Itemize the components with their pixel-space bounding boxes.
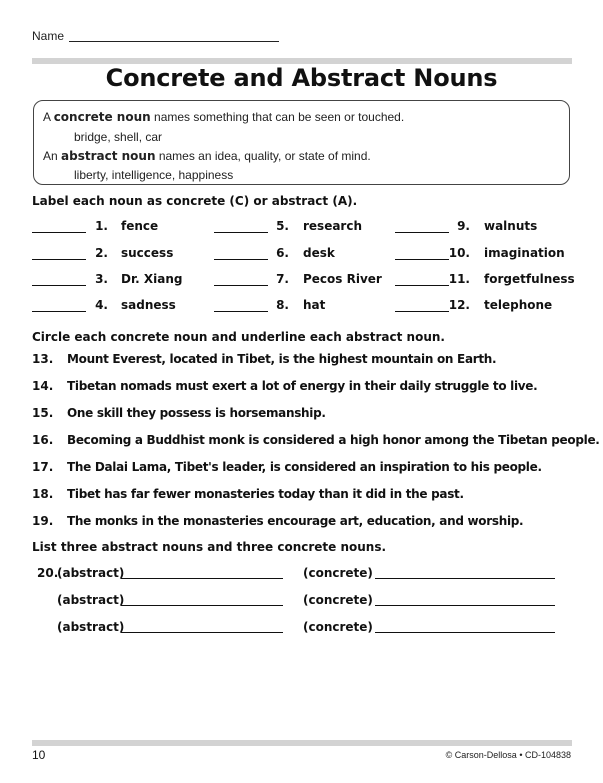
item-number: 11. bbox=[448, 272, 470, 286]
answer-blank[interactable] bbox=[395, 232, 449, 233]
answer-blank[interactable] bbox=[214, 259, 268, 260]
noun-word: imagination bbox=[484, 246, 565, 260]
answer-blank[interactable] bbox=[395, 285, 449, 286]
answer-blank[interactable] bbox=[32, 259, 86, 260]
concrete-answer-line[interactable] bbox=[375, 578, 555, 579]
noun-word: fence bbox=[121, 219, 159, 233]
item-number: 10. bbox=[448, 246, 470, 260]
sentence-text: Tibet has far fewer monasteries today than it did in the past. bbox=[67, 487, 464, 501]
answer-blank[interactable] bbox=[32, 232, 86, 233]
noun-word: Dr. Xiang bbox=[121, 272, 183, 286]
sentence-number: 15. bbox=[32, 406, 54, 420]
sentence-text: Becoming a Buddhist monk is considered a high honor among the Tibetan people. bbox=[67, 433, 600, 447]
part3-instruction: List three abstract nouns and three concrete nouns. bbox=[32, 540, 387, 554]
sentence-text: Tibetan nomads must exert a lot of energy in their daily struggle to live. bbox=[67, 379, 538, 393]
item-number: 1. bbox=[95, 219, 108, 233]
sentence-number: 18. bbox=[32, 487, 54, 501]
item-20-number: 20. bbox=[37, 566, 59, 580]
item-number: 6. bbox=[276, 246, 289, 260]
abstract-term: abstract noun bbox=[61, 149, 156, 163]
noun-word: hat bbox=[303, 298, 326, 312]
noun-word: desk bbox=[303, 246, 335, 260]
noun-word: telephone bbox=[484, 298, 553, 312]
noun-word: success bbox=[121, 246, 174, 260]
concrete-term: concrete noun bbox=[53, 110, 151, 124]
answer-blank[interactable] bbox=[32, 311, 86, 312]
definition-box bbox=[33, 100, 570, 185]
abstract-answer-line[interactable] bbox=[121, 632, 283, 633]
part2-instruction: Circle each concrete noun and underline each abstract noun. bbox=[32, 330, 445, 344]
abstract-answer-line[interactable] bbox=[121, 605, 283, 606]
item-number: 9. bbox=[457, 219, 470, 233]
answer-blank[interactable] bbox=[214, 311, 268, 312]
noun-word: research bbox=[303, 219, 363, 233]
sentence-number: 13. bbox=[32, 352, 54, 366]
abstract-definition: An abstract noun names an idea, quality, or state of mind. bbox=[43, 149, 371, 163]
concrete-examples: bridge, shell, car bbox=[74, 130, 163, 144]
abstract-label: (abstract) bbox=[57, 593, 125, 607]
abstract-examples: liberty, intelligence, happiness bbox=[74, 168, 234, 182]
page-number: 10 bbox=[32, 748, 46, 762]
noun-word: sadness bbox=[121, 298, 176, 312]
sentence-number: 16. bbox=[32, 433, 54, 447]
part1-instruction: Label each noun as concrete (C) or abstract (A). bbox=[32, 194, 358, 208]
noun-word: walnuts bbox=[484, 219, 538, 233]
item-number: 5. bbox=[276, 219, 289, 233]
abstract-label: (abstract) bbox=[57, 620, 125, 634]
sentence-number: 19. bbox=[32, 514, 54, 528]
item-number: 8. bbox=[276, 298, 289, 312]
noun-word: forgetfulness bbox=[484, 272, 575, 286]
sentence-text: The Dalai Lama, Tibet's leader, is considered an inspiration to his people. bbox=[67, 460, 542, 474]
copyright: © Carson-Dellosa • CD-104838 bbox=[445, 750, 571, 760]
concrete-answer-line[interactable] bbox=[375, 632, 555, 633]
concrete-label: (concrete) bbox=[303, 620, 373, 634]
item-number: 2. bbox=[95, 246, 108, 260]
concrete-answer-line[interactable] bbox=[375, 605, 555, 606]
sentence-number: 14. bbox=[32, 379, 54, 393]
abstract-answer-line[interactable] bbox=[121, 578, 283, 579]
sentence-number: 17. bbox=[32, 460, 54, 474]
answer-blank[interactable] bbox=[395, 259, 449, 260]
sentence-text: One skill they possess is horsemanship. bbox=[67, 406, 326, 420]
sentence-text: The monks in the monasteries encourage art, education, and worship. bbox=[67, 514, 524, 528]
item-number: 7. bbox=[276, 272, 289, 286]
page-title: Concrete and Abstract Nouns bbox=[105, 64, 498, 92]
answer-blank[interactable] bbox=[214, 232, 268, 233]
name-label: Name bbox=[32, 29, 65, 43]
item-number: 3. bbox=[95, 272, 108, 286]
concrete-definition: A concrete noun names something that can be seen or touched. bbox=[43, 110, 405, 124]
concrete-label: (concrete) bbox=[303, 566, 373, 580]
item-number: 4. bbox=[95, 298, 108, 312]
noun-word: Pecos River bbox=[303, 272, 382, 286]
answer-blank[interactable] bbox=[395, 311, 449, 312]
sentence-text: Mount Everest, located in Tibet, is the highest mountain on Earth. bbox=[67, 352, 497, 366]
bottom-divider-bar bbox=[32, 740, 572, 746]
item-number: 12. bbox=[448, 298, 470, 312]
abstract-label: (abstract) bbox=[57, 566, 125, 580]
name-line[interactable] bbox=[69, 41, 279, 42]
answer-blank[interactable] bbox=[32, 285, 86, 286]
answer-blank[interactable] bbox=[214, 285, 268, 286]
concrete-label: (concrete) bbox=[303, 593, 373, 607]
